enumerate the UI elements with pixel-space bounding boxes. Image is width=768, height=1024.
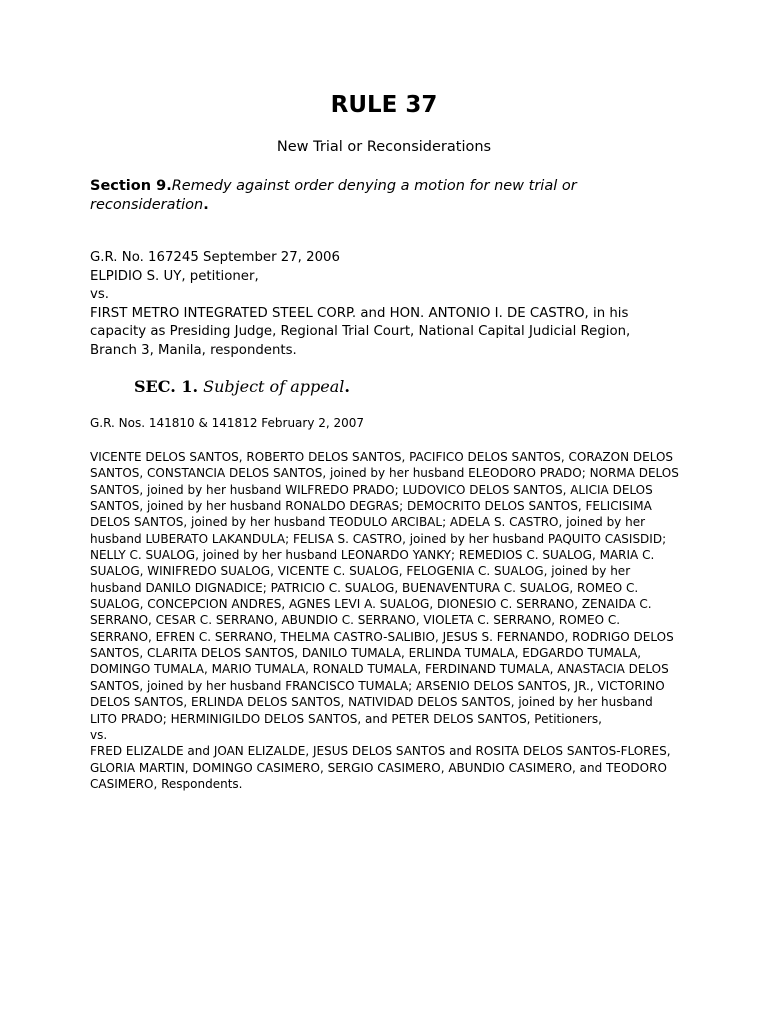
parties-line: SERRANO, CESAR C. SERRANO, ABUNDIO C. SERRANO, VIOLETA C. SERRANO, ROMEO C. xyxy=(90,613,621,628)
section-9-heading xyxy=(90,177,650,215)
parties-line: vs. xyxy=(90,727,108,742)
parties-line: SUALOG, WINIFREDO SUALOG, VICENTE C. SUALOG, FELOGENIA C. SUALOG, joined by her xyxy=(90,564,631,579)
parties-line: SANTOS, CONSTANCIA DELOS SANTOS, joined by her husband ELEODORO PRADO; NORMA DELOS xyxy=(90,466,679,481)
case-line: G.R. No. 167245 September 27, 2006 xyxy=(90,250,340,265)
parties-line: husband LUBERATO LAKANDULA; FELISA S. CASTRO, joined by her husband PAQUITO CASISDID; xyxy=(90,531,667,546)
parties-line: SUALOG, CONCEPCION ANDRES, AGNES LEVI A. SUALOG, DIONESIO C. SERRANO, ZENAIDA C. xyxy=(90,597,652,612)
case-line: ELPIDIO S. UY, petitioner, xyxy=(90,268,259,284)
parties-line: SERRANO, EFREN C. SERRANO, THELMA CASTRO-SALIBIO, JESUS S. FERNANDO, RODRIGO DELOS xyxy=(90,629,674,644)
parties-line: CASIMERO, Respondents. xyxy=(90,776,243,791)
parties-line: DOMINGO TUMALA, MARIO TUMALA, RONALD TUMALA, FERDINAND TUMALA, ANASTACIA DELOS xyxy=(90,662,669,677)
parties-line: SANTOS, joined by her husband FRANCISCO TUMALA; ARSENIO DELOS SANTOS, JR., VICTORINO xyxy=(90,678,665,693)
parties-line: VICENTE DELOS SANTOS, ROBERTO DELOS SANTOS, PACIFICO DELOS SANTOS, CORAZON DELOS xyxy=(90,450,674,464)
rule-title: RULE 37 xyxy=(330,92,438,118)
parties-line: SANTOS, joined by her husband RONALDO DEGRAS; DEMOCRITO DELOS SANTOS, FELICISIMA xyxy=(90,499,652,514)
case-line: vs. xyxy=(90,287,110,303)
parties-line: SANTOS, CLARITA DELOS SANTOS, DANILO TUMALA, ERLINDA TUMALA, EDGARDO TUMALA, xyxy=(90,646,642,661)
sec-1-number: SEC. 1. xyxy=(134,377,199,396)
rule-subtitle: New Trial or Reconsiderations xyxy=(276,139,492,155)
parties-line: FRED ELIZALDE and JOAN ELIZALDE, JESUS DELOS SANTOS and ROSITA DELOS SANTOS-FLORES, xyxy=(90,744,671,759)
sec-1-heading xyxy=(134,377,634,396)
case-line: capacity as Presiding Judge, Regional Trial Court, National Capital Judicial Region, xyxy=(90,324,631,340)
case-2-gr-number: G.R. Nos. 141810 & 141812 February 2, 2007 xyxy=(90,416,365,430)
parties-line: NELLY C. SUALOG, joined by her husband LEONARDO YANKY; REMEDIOS C. SUALOG, MARIA C. xyxy=(90,548,655,563)
parties-line: SANTOS, joined by her husband WILFREDO PRADO; LUDOVICO DELOS SANTOS, ALICIA DELOS xyxy=(90,482,653,497)
case-line: Branch 3, Manila, respondents. xyxy=(90,342,297,358)
section-9-topic-line1: Remedy against order denying a motion for new trial or xyxy=(171,178,577,194)
parties-line: DELOS SANTOS, ERLINDA DELOS SANTOS, NATIVIDAD DELOS SANTOS, joined by her husband xyxy=(90,695,653,710)
section-9-period: . xyxy=(203,197,209,213)
parties-line: DELOS SANTOS, joined by her husband TEODULO ARCIBAL; ADELA S. CASTRO, joined by her xyxy=(90,515,646,530)
parties-line: GLORIA MARTIN, DOMINGO CASIMERO, SERGIO CASIMERO, ABUNDIO CASIMERO, and TEODORO xyxy=(90,760,667,775)
case-2-parties xyxy=(90,449,690,792)
section-9-topic-line2: reconsideration xyxy=(90,197,204,213)
section-9-label: Section 9. xyxy=(90,178,172,194)
sec-1-period: . xyxy=(344,377,350,396)
case-line: FIRST METRO INTEGRATED STEEL CORP. and HON. ANTONIO I. DE CASTRO, in his xyxy=(90,305,629,321)
case-citation-uy xyxy=(90,249,690,361)
parties-line: LITO PRADO; HERMINIGILDO DELOS SANTOS, and PETER DELOS SANTOS, Petitioners, xyxy=(90,711,602,726)
parties-line: husband DANILO DIGNADICE; PATRICIO C. SUALOG, BUENAVENTURA C. SUALOG, ROMEO C. xyxy=(90,580,639,595)
sec-1-topic: Subject of appeal xyxy=(203,377,345,396)
